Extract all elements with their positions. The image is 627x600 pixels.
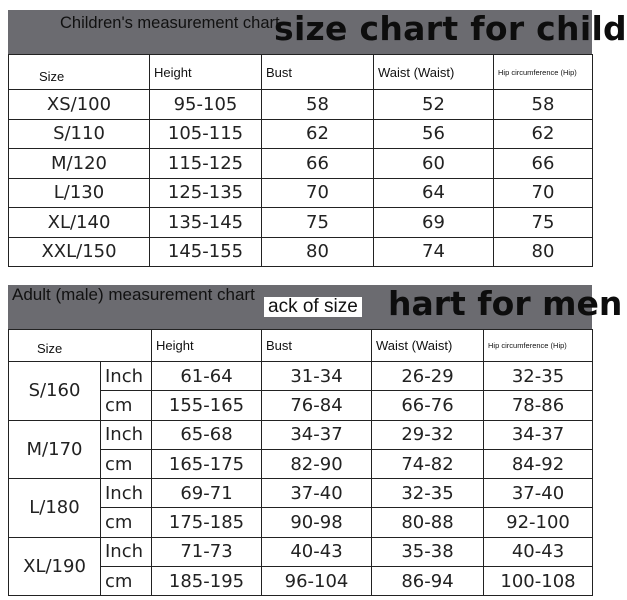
table-cell: 175-185 — [152, 508, 262, 537]
table-cell: 74-82 — [372, 449, 484, 478]
table-cell: 66 — [262, 149, 374, 179]
table-cell: S/110 — [9, 119, 150, 149]
table-cell: 125-135 — [150, 178, 262, 208]
table-cell: XXL/150 — [9, 237, 150, 267]
header-height: Height — [152, 330, 262, 362]
table-row — [9, 479, 593, 508]
table-cell: 76-84 — [262, 391, 372, 420]
unit-cell: Inch — [101, 420, 152, 449]
table-cell: 90-98 — [262, 508, 372, 537]
child-size-table — [8, 54, 593, 267]
table-cell: 70 — [494, 178, 593, 208]
table-cell: 66-76 — [372, 391, 484, 420]
table-cell: 135-145 — [150, 208, 262, 238]
table-cell: 31-34 — [262, 362, 372, 391]
men-table-header — [9, 330, 593, 362]
child-table-header — [9, 55, 593, 90]
table-cell: 35-38 — [372, 537, 484, 566]
table-cell: 145-155 — [150, 237, 262, 267]
table-row — [9, 149, 593, 179]
men-chart-fragment: ack of size — [264, 297, 362, 317]
unit-cell: cm — [101, 567, 152, 596]
table-cell: 37-40 — [484, 479, 593, 508]
header-hip: Hip circumference (Hip) — [484, 330, 593, 362]
table-row — [9, 208, 593, 238]
table-cell: 95-105 — [150, 90, 262, 120]
table-cell: 74 — [374, 237, 494, 267]
table-row — [9, 420, 593, 449]
table-cell: 80 — [494, 237, 593, 267]
table-cell: 66 — [494, 149, 593, 179]
header-size: Size — [9, 55, 150, 90]
child-chart-title: size chart for child — [274, 9, 627, 48]
table-cell: 32-35 — [484, 362, 593, 391]
table-cell: 78-86 — [484, 391, 593, 420]
table-cell: 40-43 — [484, 537, 593, 566]
table-cell: 32-35 — [372, 479, 484, 508]
table-cell: 62 — [494, 119, 593, 149]
size-group-cell: XL/190 — [9, 537, 101, 596]
table-cell: 75 — [262, 208, 374, 238]
child-chart-banner — [8, 9, 627, 54]
unit-cell: cm — [101, 449, 152, 478]
header-waist: Waist (Waist) — [372, 330, 484, 362]
table-cell: 71-73 — [152, 537, 262, 566]
table-cell: 70 — [262, 178, 374, 208]
table-row — [9, 537, 593, 566]
table-cell: 100-108 — [484, 567, 593, 596]
table-cell: XL/140 — [9, 208, 150, 238]
header-size: Size — [9, 330, 152, 362]
table-cell: 75 — [494, 208, 593, 238]
table-cell: 165-175 — [152, 449, 262, 478]
table-cell: 80 — [262, 237, 374, 267]
table-cell: XS/100 — [9, 90, 150, 120]
table-cell: 34-37 — [484, 420, 593, 449]
table-cell: 185-195 — [152, 567, 262, 596]
table-row — [9, 90, 593, 120]
table-cell: 58 — [262, 90, 374, 120]
unit-cell: Inch — [101, 479, 152, 508]
table-cell: 69-71 — [152, 479, 262, 508]
unit-cell: Inch — [101, 362, 152, 391]
table-cell: 80-88 — [372, 508, 484, 537]
table-cell: 65-68 — [152, 420, 262, 449]
header-height: Height — [150, 55, 262, 90]
table-row — [9, 362, 593, 391]
table-cell: 82-90 — [262, 449, 372, 478]
men-size-table — [8, 329, 593, 596]
table-cell: 155-165 — [152, 391, 262, 420]
men-chart-banner — [8, 284, 623, 329]
table-cell: 60 — [374, 149, 494, 179]
table-cell: 62 — [262, 119, 374, 149]
table-cell: L/130 — [9, 178, 150, 208]
unit-cell: cm — [101, 391, 152, 420]
men-chart-subtitle: Adult (male) measurement chart — [12, 285, 255, 304]
table-cell: 37-40 — [262, 479, 372, 508]
table-cell: 26-29 — [372, 362, 484, 391]
table-cell: 115-125 — [150, 149, 262, 179]
men-chart-title: hart for men — [388, 284, 623, 323]
table-row — [9, 178, 593, 208]
table-cell: 58 — [494, 90, 593, 120]
table-cell: 56 — [374, 119, 494, 149]
table-cell: 92-100 — [484, 508, 593, 537]
table-cell: 40-43 — [262, 537, 372, 566]
table-cell: 61-64 — [152, 362, 262, 391]
unit-cell: cm — [101, 508, 152, 537]
table-row — [9, 237, 593, 267]
table-cell: 105-115 — [150, 119, 262, 149]
table-cell: 34-37 — [262, 420, 372, 449]
table-cell: 52 — [374, 90, 494, 120]
table-cell: 29-32 — [372, 420, 484, 449]
unit-cell: Inch — [101, 537, 152, 566]
size-group-cell: M/170 — [9, 420, 101, 479]
table-cell: 96-104 — [262, 567, 372, 596]
table-cell: 69 — [374, 208, 494, 238]
header-hip: Hip circumference (Hip) — [494, 55, 593, 90]
child-chart-subtitle: Children's measurement chart — [60, 14, 280, 32]
header-bust: Bust — [262, 330, 372, 362]
size-group-cell: S/160 — [9, 362, 101, 421]
table-cell: 84-92 — [484, 449, 593, 478]
table-cell: 64 — [374, 178, 494, 208]
header-bust: Bust — [262, 55, 374, 90]
size-group-cell: L/180 — [9, 479, 101, 538]
table-row — [9, 119, 593, 149]
header-waist: Waist (Waist) — [374, 55, 494, 90]
table-cell: M/120 — [9, 149, 150, 179]
table-cell: 86-94 — [372, 567, 484, 596]
